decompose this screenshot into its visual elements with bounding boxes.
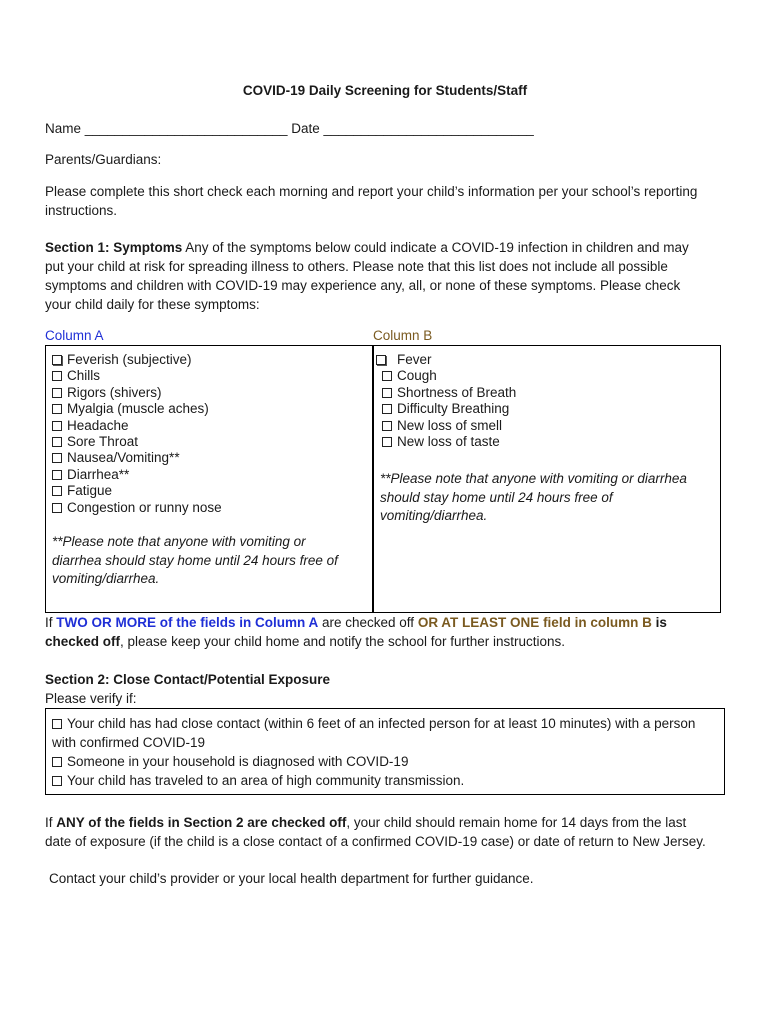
checkbox-icon[interactable] (52, 453, 62, 463)
symptom-difficulty-breathing[interactable]: Difficulty Breathing (376, 401, 516, 417)
exposure-household[interactable]: Someone in your household is diagnosed with COVID-19 (52, 752, 695, 771)
footer-guidance: Contact your child’s provider or your local health department for further guidance. (49, 871, 534, 886)
section1-line-4: your child daily for these symptoms: (45, 297, 260, 312)
symptom-sore-throat[interactable]: Sore Throat (52, 434, 222, 450)
symptom-chills[interactable]: Chills (52, 368, 222, 384)
column-a-note (52, 533, 338, 589)
section1-line-3: symptoms and children with COVID-19 may experience any, all, or none of these symptoms. Please check (45, 278, 681, 293)
symptom-rigors[interactable]: Rigors (shivers) (52, 385, 222, 401)
checkbox-icon[interactable] (52, 776, 62, 786)
column-a-note-line-1: **Please note that anyone with vomiting or (52, 534, 306, 549)
symptom-nausea[interactable]: Nausea/Vomiting** (52, 450, 222, 466)
checkbox-icon[interactable] (52, 388, 62, 398)
checkbox-icon[interactable] (52, 503, 62, 513)
intro-paragraph (45, 182, 725, 220)
column-a-label: Column A (45, 328, 104, 343)
section1-line-2: put your child at risk for spreading illness to others. Please note that this list does not include all possible (45, 259, 668, 274)
column-a-list (52, 352, 222, 516)
column-b-label: Column B (373, 328, 433, 343)
section2-header (45, 670, 725, 708)
column-b-note (380, 470, 687, 526)
checkbox-icon[interactable] (382, 437, 392, 447)
symptom-cough[interactable]: Cough (376, 368, 516, 384)
section1-line-1: Any of the symptoms below could indicate a COVID-19 infection in children and may (182, 240, 689, 255)
checkbox-icon[interactable] (382, 371, 392, 381)
section1-paragraph (45, 238, 725, 314)
exposure-close-contact[interactable]: Your child has had close contact (within 6 feet of an infected person for at least 10 minutes) with a person (52, 714, 695, 733)
symptom-fever[interactable]: Fever (376, 352, 516, 368)
symptom-headache[interactable]: Headache (52, 418, 222, 434)
checkbox-icon[interactable] (52, 404, 62, 414)
column-divider (372, 346, 374, 612)
checkbox-icon[interactable] (52, 719, 62, 729)
symptom-shortness-of-breath[interactable]: Shortness of Breath (376, 385, 516, 401)
exposure-close-contact-cont: with confirmed COVID-19 (52, 735, 206, 750)
intro-line-1: Please complete this short check each morning and report your child’s information per your school’s reporting (45, 184, 698, 199)
rule1-column-b-condition: OR AT LEAST ONE field in column B (417, 615, 652, 630)
checkbox-icon[interactable] (52, 470, 62, 480)
checkbox-icon[interactable] (52, 421, 62, 431)
symptom-loss-of-taste[interactable]: New loss of taste (376, 434, 516, 450)
checkbox-icon[interactable] (52, 486, 62, 496)
section2-subheading: Please verify if: (45, 691, 137, 706)
symptom-fatigue[interactable]: Fatigue (52, 483, 222, 499)
page-title: COVID-19 Daily Screening for Students/Staff (242, 83, 528, 98)
symptom-loss-of-smell[interactable]: New loss of smell (376, 418, 516, 434)
symptom-feverish[interactable]: Feverish (subjective) (52, 352, 222, 368)
section2-heading: Section 2: Close Contact/Potential Exposure (45, 672, 331, 687)
column-b-note-line-3: vomiting/diarrhea. (380, 508, 488, 523)
checkbox-icon[interactable] (52, 437, 62, 447)
symptom-diarrhea[interactable]: Diarrhea** (52, 467, 222, 483)
name-date-line: Name ___________________________ Date ____________________________ (45, 121, 534, 136)
parents-label: Parents/Guardians: (45, 152, 162, 167)
checkbox-icon[interactable] (382, 388, 392, 398)
column-b-note-line-1: **Please note that anyone with vomiting or diarrhea (380, 471, 687, 486)
column-a-note-line-2: diarrhea should stay home until 24 hours free of (52, 552, 338, 568)
exposure-list (52, 714, 695, 790)
checkbox-icon[interactable] (382, 404, 392, 414)
checkbox-icon[interactable] (376, 355, 386, 365)
checkbox-icon[interactable] (52, 355, 62, 365)
intro-line-2: instructions. (45, 203, 118, 218)
exposure-box (45, 708, 725, 795)
rule1-column-a-condition: TWO OR MORE of the fields in Column A (56, 615, 319, 630)
checkbox-icon[interactable] (52, 371, 62, 381)
column-b-list (376, 352, 516, 450)
checkbox-icon[interactable] (382, 421, 392, 431)
symptom-congestion[interactable]: Congestion or runny nose (52, 500, 222, 516)
section2-rule: If ANY of the fields in Section 2 are checked off, your child should remain home for 14 days from the last date of exposure (if the child is a close contact of a confirmed COVID-19 case) or date of return to New Jersey. (45, 815, 706, 849)
checkbox-icon[interactable] (52, 757, 62, 767)
section1-heading: Section 1: Symptoms (45, 240, 183, 255)
column-b-note-line-2: should stay home until 24 hours free of (380, 489, 613, 505)
column-a-note-line-3: vomiting/diarrhea. (52, 571, 160, 586)
symptoms-table (45, 345, 721, 613)
section1-rule: If TWO OR MORE of the fields in Column A are checked off OR AT LEAST ONE field in column B is checked off, please keep your child home and notify the school for further instructions. (45, 615, 667, 649)
symptom-myalgia[interactable]: Myalgia (muscle aches) (52, 401, 222, 417)
exposure-travel[interactable]: Your child has traveled to an area of high community transmission. (52, 771, 695, 790)
